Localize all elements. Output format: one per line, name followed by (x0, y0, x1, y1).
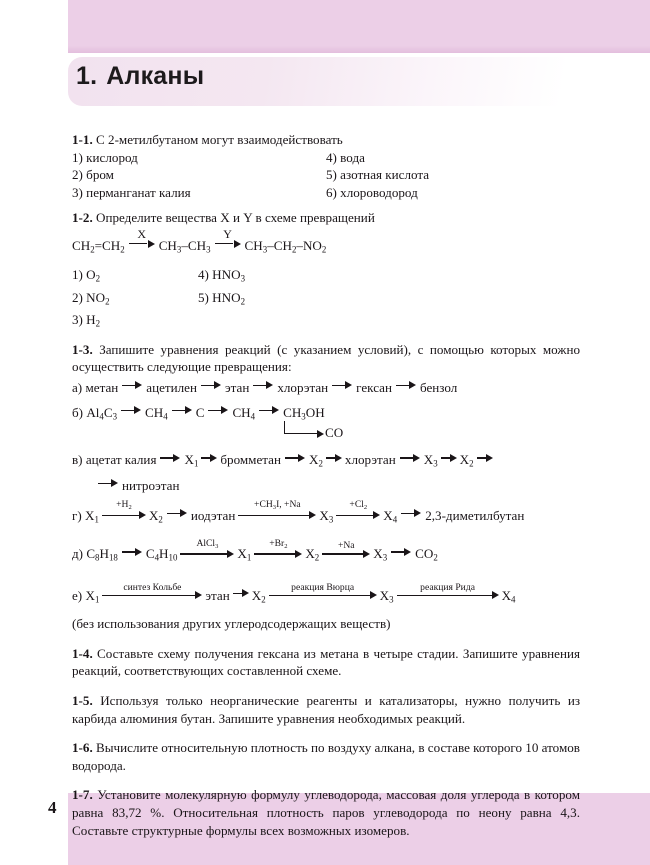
header-band (68, 0, 650, 53)
chain-node: метан (85, 379, 119, 395)
spacer (72, 777, 580, 786)
task-1-3-chain-v-cont (72, 475, 580, 497)
arrow-head (363, 550, 370, 558)
task-1-1 (72, 131, 580, 201)
chain-node: хлорэтан (277, 379, 329, 395)
task-1-4-number: 1-4. (72, 645, 93, 661)
task-1-2-stem (72, 209, 580, 227)
task-1-2-number: 1-2. (72, 210, 93, 226)
arrow-shaft (102, 515, 140, 516)
arrow-icon (172, 406, 192, 415)
task-1-3-chain-d (72, 539, 580, 572)
task-1-1-options-right (326, 149, 580, 202)
arrow-head (492, 591, 499, 599)
arrow-shaft (180, 553, 228, 554)
arrow-label-y: Y (223, 226, 232, 241)
task-1-5-number: 1-5. (72, 693, 93, 709)
task-1-2-stem-text: Определите вещества X и Y в схеме превращений (96, 210, 375, 226)
arrow-head (227, 550, 234, 558)
arrow-labeled-reed (397, 581, 499, 600)
arrow-labeled-br2 (254, 537, 302, 558)
task-1-7-text: Установите молекулярную формулу углеводорода, массовая доля углерода в котором равна 83,72 %. Относительная плотность паров углеводорода по неону равна 4,3. Составьте структурные формулы всех возможных изомеров. (72, 787, 580, 838)
chain-node-x1: $X_1$ (85, 507, 99, 525)
arrow-icon (233, 589, 249, 598)
formula-ethene: $CH_2=CH_2$ (72, 237, 125, 255)
arrow-labeled-alcl3 (180, 537, 234, 558)
formula-carbon-dioxide: $CO_2$ (415, 546, 438, 563)
task-1-7-number: 1-7. (72, 787, 93, 803)
arrow-head (373, 511, 380, 519)
task-1-4 (72, 645, 580, 680)
chain-node: ацетат калия (85, 452, 157, 468)
arrow-labeled-x (129, 226, 155, 248)
task-1-1-options (72, 149, 580, 202)
arrow-icon (167, 509, 187, 518)
arrow-shaft (254, 553, 296, 554)
arrow-icon (122, 547, 142, 556)
task-1-3-note: (без использования других углеродсодержащих веществ) (72, 616, 391, 632)
page-number: 4 (48, 798, 57, 817)
chain-node: иодэтан (190, 507, 236, 523)
arrow-icon (201, 453, 217, 462)
arrow-shaft (322, 553, 364, 554)
branch-arrow-icon (284, 421, 344, 441)
task-1-6 (72, 739, 580, 774)
arrow-label: +Na (337, 540, 355, 552)
task-1-7 (72, 786, 580, 839)
option-item: 2) $NO_2$ (72, 289, 110, 307)
arrow-icon (401, 509, 421, 518)
page-title-text: Алканы (106, 62, 205, 90)
chain-marker: д) (72, 546, 84, 562)
arrow-icon (326, 453, 342, 462)
arrow-head (370, 591, 377, 599)
arrow-label: $+H_2$ (116, 499, 132, 511)
option-item: 4) $HNO_3$ (198, 267, 246, 284)
arrow-label: синтез Кольбе (123, 581, 182, 593)
task-1-1-stem-text: С 2-метилбутаном могут взаимодействовать (96, 132, 343, 147)
task-1-3-chain-a (72, 377, 580, 399)
branch-arrowhead (317, 430, 324, 438)
task-1-3 (72, 341, 580, 633)
option-item: 4) вода (326, 149, 365, 165)
option-item: 1) $O_2$ (72, 267, 101, 284)
formula-carbon: C (195, 404, 205, 420)
option-item: 3) $H_2$ (72, 311, 101, 329)
task-1-5-body (72, 692, 580, 727)
task-1-3-branch-b (72, 427, 580, 447)
arrow-label: $+Cl_2$ (349, 499, 368, 511)
arrow-icon (400, 453, 420, 462)
task-1-3-chain-v (72, 449, 580, 474)
chain-marker: г) (72, 507, 82, 523)
option-item: 3) перманганат калия (72, 184, 191, 200)
option-item: 1) кислород (72, 149, 138, 165)
task-1-3-chain-g (72, 501, 580, 534)
arrow-labeled-y (215, 226, 241, 248)
spacer (72, 683, 580, 692)
option-item: 6) хлороводород (326, 184, 418, 200)
arrow-label: $+Br_2$ (269, 537, 288, 550)
arrow-labeled-wurtz (269, 581, 377, 600)
arrow-icon (160, 453, 180, 462)
arrow-label: AlCl$_3$ (196, 537, 219, 550)
arrow-icon (441, 453, 457, 462)
arrow-icon (253, 381, 273, 390)
chain-node-x1: $X_1$ (85, 587, 100, 605)
task-1-4-text: Составьте схему получения гексана из метана в четыре стадии. Запишите уравнения реакций, соответствующих составленной схеме. (72, 645, 580, 679)
formula-methane: $CH_4$ (145, 404, 168, 422)
formula-nitroethane: $CH_3-CH_2-NO_2$ (244, 237, 327, 255)
chain-node-x1: $X_1$ (184, 452, 199, 469)
formula-carbon-monoxide: CO (325, 425, 344, 441)
formula-ethane: $CH_3-CH_3$ (158, 237, 211, 255)
page-content (72, 131, 580, 842)
page-title (76, 62, 204, 91)
formula-methane-2: $CH_4$ (232, 404, 256, 422)
arrow-head (309, 511, 316, 519)
chain-node-x3: $X_3$ (319, 507, 334, 525)
page-title-number: 1. (76, 62, 98, 90)
chain-marker: а) (72, 379, 83, 395)
task-1-3-number: 1-3. (72, 341, 93, 357)
arrow-icon (396, 381, 416, 390)
arrow-shaft (269, 595, 371, 596)
option-item: 5) азотная кислота (326, 167, 430, 183)
arrow-head (195, 591, 202, 599)
task-1-3-chain-e (72, 581, 580, 614)
chain-node-x3: $X_3$ (379, 587, 394, 605)
arrow-shaft (238, 515, 310, 516)
arrow-icon (98, 479, 118, 488)
formula-methanol: $CH_3OH$ (283, 404, 325, 422)
task-1-1-stem (72, 131, 580, 149)
task-1-5-text: Используя только неорганические реагенты и катализаторы, нужно получить из карбида алюминия бутан. Запишите уравнения необходимых реакций. (72, 693, 580, 726)
arrow-head (295, 550, 302, 558)
arrow-icon (259, 406, 279, 415)
option-item: 5) $HNO_2$ (198, 289, 246, 307)
chain-node: нитроэтан (122, 477, 180, 493)
arrow-icon (477, 453, 493, 462)
task-1-6-number: 1-6. (72, 740, 93, 756)
chain-node: гексан (356, 379, 392, 395)
chain-marker: е) (72, 587, 83, 603)
chain-node-x2: $X_2$ (251, 587, 266, 605)
chain-node: этан (225, 379, 250, 395)
branch-horizontal (284, 433, 317, 434)
arrow-label: реакция Вюрца (291, 581, 355, 593)
chain-node: ацетилен (146, 379, 197, 395)
spacer (72, 730, 580, 739)
task-1-1-number: 1-1. (72, 132, 93, 147)
arrow-shaft (397, 595, 493, 596)
chain-node-x3: $X_3$ (373, 546, 388, 563)
arrow-icon (121, 406, 141, 415)
arrow-icon (332, 381, 352, 390)
chain-node: 2,3-диметилбутан (425, 507, 525, 523)
task-1-2-options-right (198, 266, 324, 332)
chain-node-x4: $X_4$ (383, 507, 398, 525)
chain-node-x2: $X_2$ (308, 452, 323, 469)
arrow-labeled-cl2 (336, 499, 380, 520)
arrow-labeled-kolbe (102, 581, 202, 600)
task-1-6-text: Вычислите относительную плотность по воздуху алкана, в составе которого 10 атомов водорода. (72, 740, 580, 773)
formula-octane: $C_8H_{18}$ (86, 546, 118, 563)
chain-node-x4: $X_4$ (501, 587, 516, 605)
arrow-icon (208, 406, 228, 415)
task-1-4-body (72, 645, 580, 680)
task-1-1-options-left (72, 149, 326, 202)
task-1-2 (72, 209, 580, 332)
arrow-icon (122, 381, 142, 390)
task-1-5 (72, 692, 580, 727)
chain-node-x3: $X_3$ (423, 452, 438, 469)
formula-aluminium-carbide: $Al_4C_3$ (86, 404, 118, 422)
arrow-labeled-ch3i-na (238, 499, 316, 520)
task-1-6-body (72, 739, 580, 774)
formula-butane: $C_4H_{10}$ (145, 546, 178, 563)
chain-node: бензол (420, 379, 458, 395)
chain-node-x2: $X_2$ (305, 546, 320, 563)
arrow-shaft (102, 595, 196, 596)
arrow-labeled-na (322, 540, 370, 558)
task-1-2-options-left (72, 266, 198, 332)
chain-node-x1: $X_1$ (237, 546, 252, 563)
chain-node-x2: $X_2$ (148, 507, 163, 525)
arrow-shaft (336, 515, 374, 516)
arrow-label: реакция Рида (420, 581, 475, 593)
chain-marker: в) (72, 452, 83, 468)
task-1-7-body (72, 786, 580, 839)
arrow-icon (391, 547, 411, 556)
arrow-label-x: X (137, 226, 147, 241)
arrow-head (139, 511, 146, 519)
chain-node: бромметан (220, 452, 281, 468)
task-1-2-scheme (72, 226, 580, 264)
chain-node-x2-b: $X_2$ (459, 452, 474, 469)
chain-marker: б) (72, 404, 84, 420)
spacer (72, 636, 580, 645)
chain-node: хлорэтан (344, 452, 396, 468)
task-1-2-options (72, 266, 580, 332)
chain-node: этан (205, 587, 230, 603)
arrow-label: $+CH_3I$, +Na (254, 499, 301, 511)
arrow-labeled-h2 (102, 499, 146, 520)
arrow-icon (285, 453, 305, 462)
option-item: 2) бром (72, 167, 114, 183)
task-1-3-stem-text: Запишите уравнения реакций (с указанием условий), с помощью которых можно осуществить следующие превращения: (72, 341, 580, 375)
arrow-icon (201, 381, 221, 390)
task-1-3-stem (72, 341, 580, 376)
